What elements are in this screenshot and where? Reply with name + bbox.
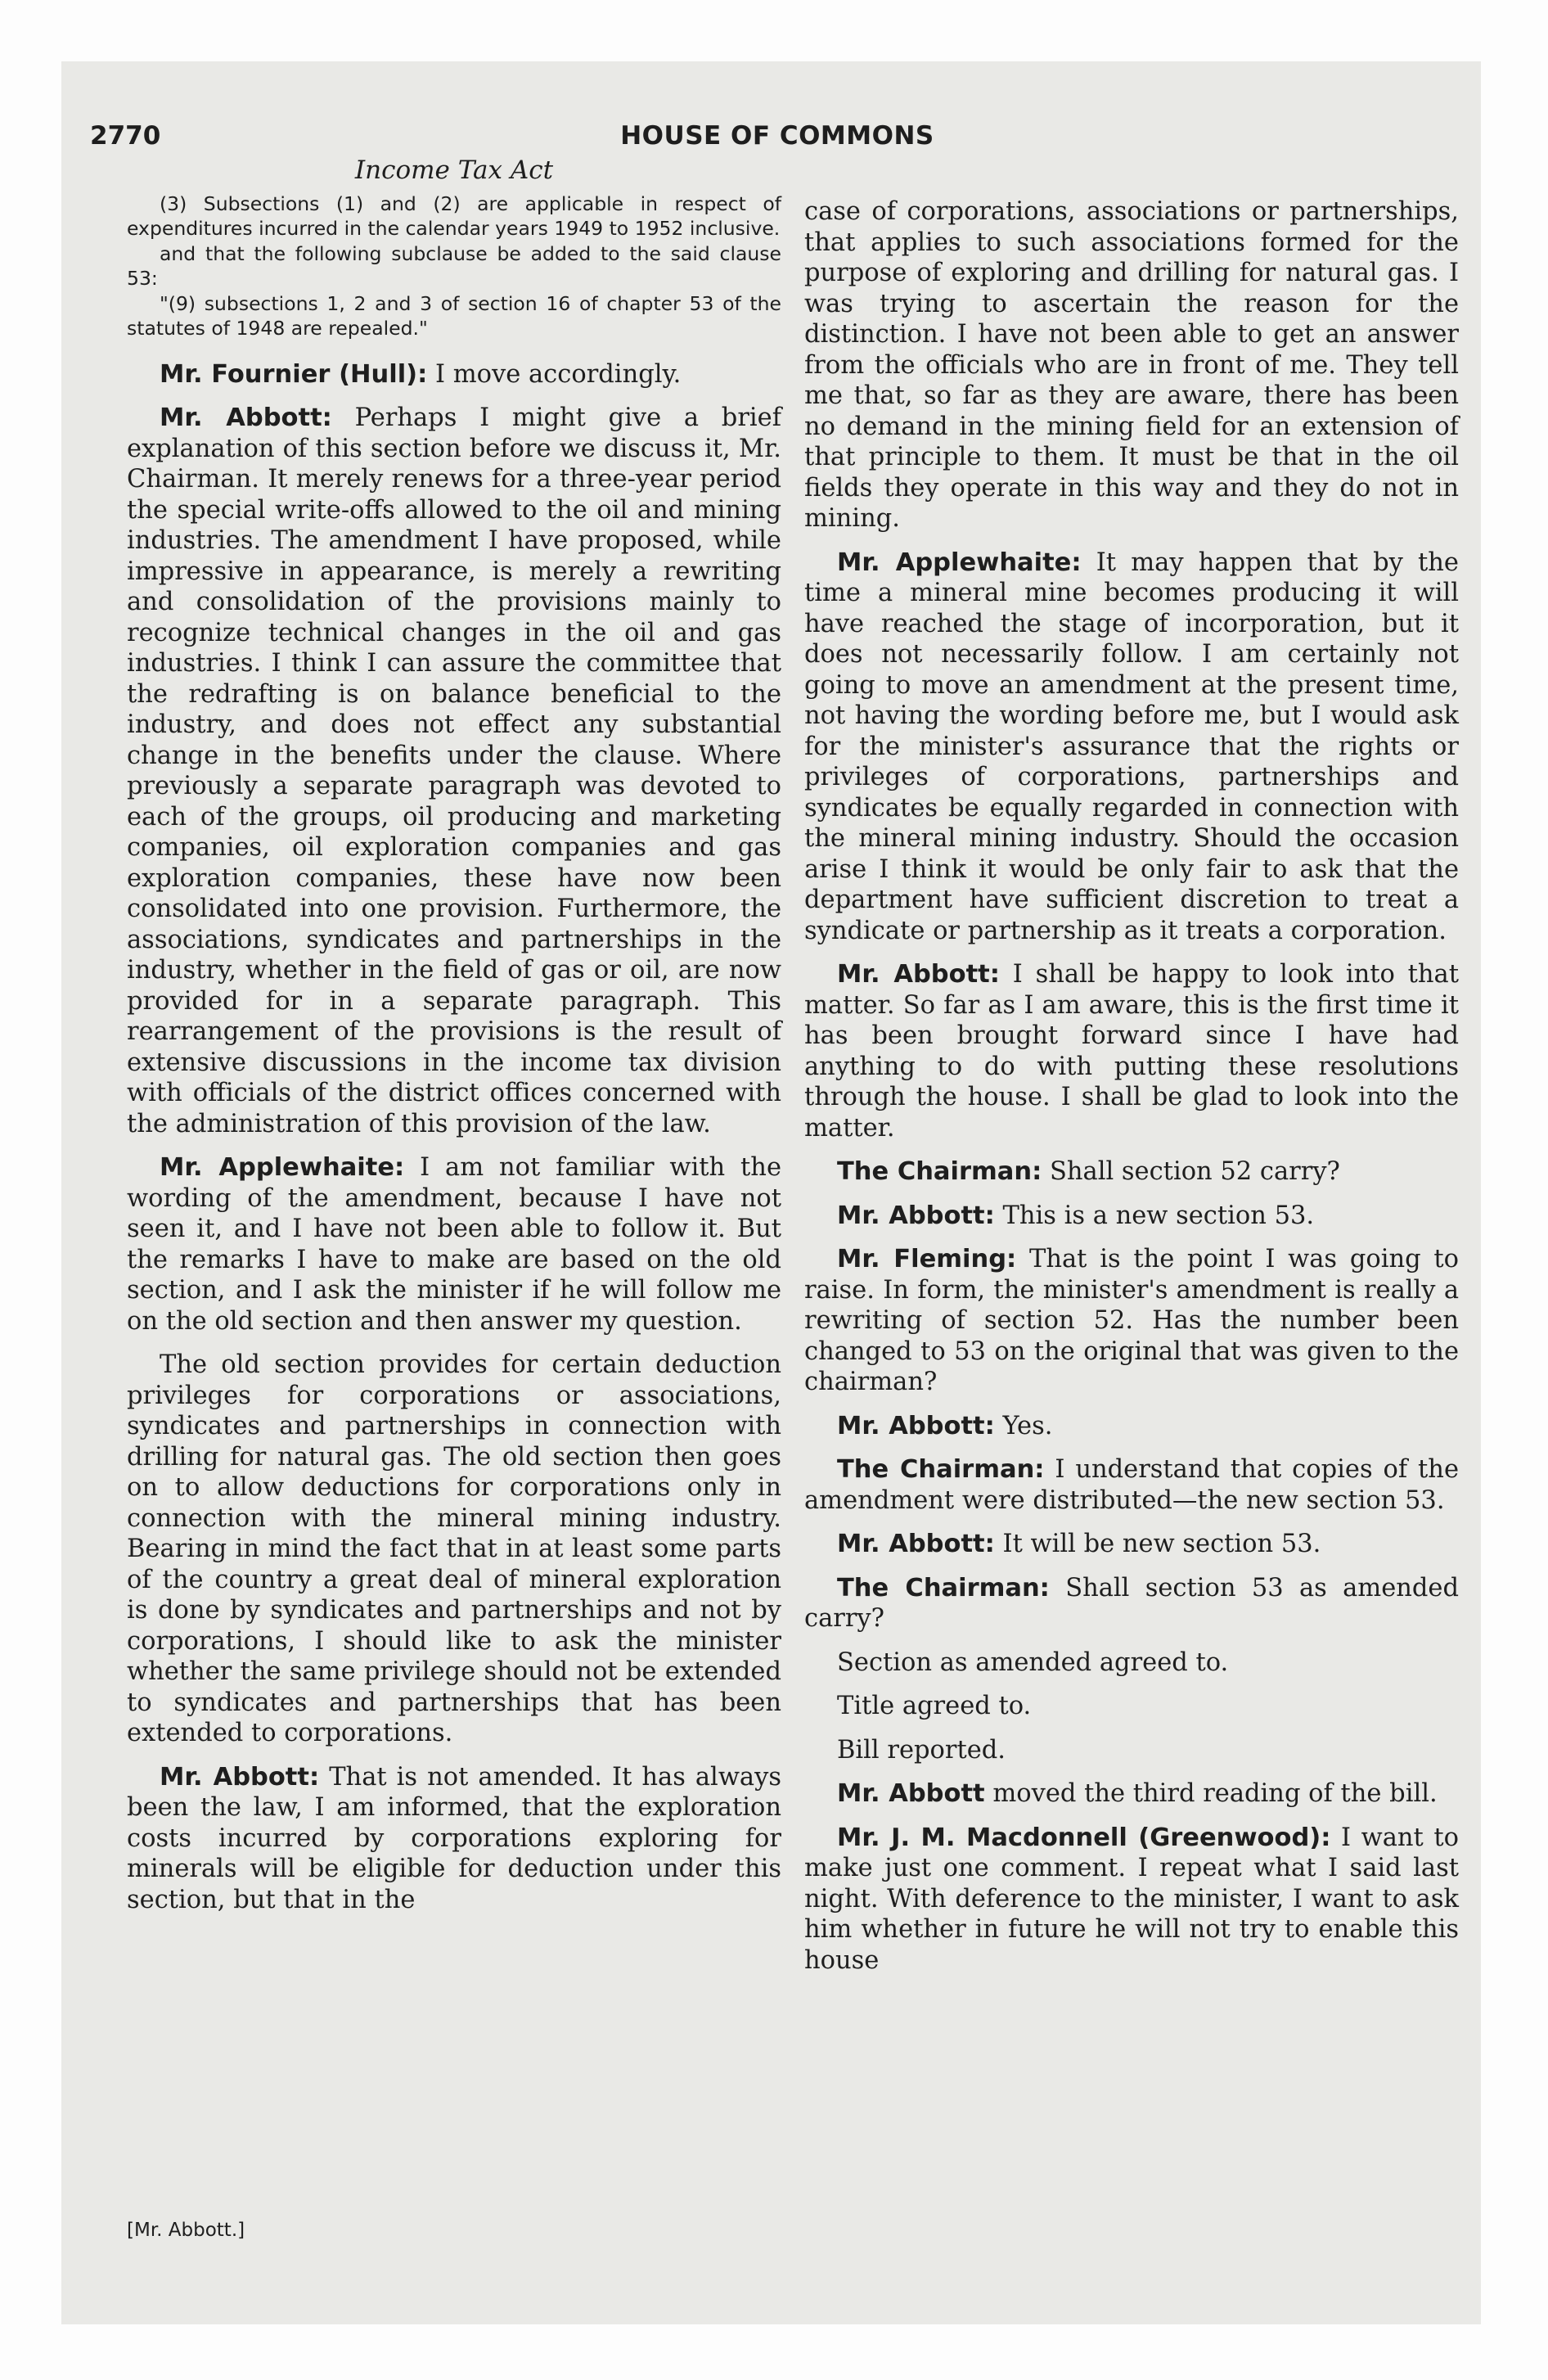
paragraph: [804, 1201, 1459, 1232]
speaker-name: Mr. Abbott:: [160, 403, 332, 432]
page-title: HOUSE OF COMMONS: [620, 121, 934, 151]
paragraph: [804, 548, 1459, 947]
right-column: [804, 196, 1459, 1989]
paragraph: [804, 196, 1459, 534]
speech-text: I understand that copies of the amendment were distributed—the new section 53.: [804, 1455, 1459, 1515]
paragraph: [127, 403, 781, 1139]
paragraph: [127, 1152, 781, 1336]
speaker-name: Mr. J. M. Macdonnell (Greenwood):: [837, 1823, 1331, 1852]
paragraph: [804, 1244, 1459, 1398]
clause-text: (3) Subsections (1) and (2) are applicable in respect of expenditures incurred in the calendar years 1949 to 1952 inclusive.: [127, 192, 781, 240]
speaker-name: Mr. Applewhaite:: [160, 1153, 405, 1182]
speech-text: The old section provides for certain deduction privileges for corporations or associations, syndicates and partnerships in connection with drilling for natural gas. The old section then goes on to allow deductions for corporations only in connection with the mineral mining industry. Bearing in mind the fact that in at least some parts of the country a great deal of mineral exploration is done by syndicates and partnerships and not by corporations, I should like to ask the minister whether the same privilege should not be extended to syndicates and partnerships that has been extended to corporations.: [127, 1350, 781, 1747]
speech-text: case of corporations, associations or partnerships, that applies to such associations formed for the purpose of exploring and drilling for natural gas. I was trying to ascertain the reason for the distinction. I have not been able to get an answer from the officials who are in front of me. They tell me that, so far as they are aware, there has been no demand in the mining field for an extension of that principle to them. It must be that in the oil fields they operate in this way and they do not in mining.: [804, 197, 1459, 533]
paragraph: [804, 1454, 1459, 1516]
speech-text: It will be new section 53.: [994, 1530, 1321, 1558]
speaker-name: Mr. Abbott:: [837, 1411, 995, 1440]
paragraph: [804, 1823, 1459, 1977]
clause-text: and that the following subclause be added to the said clause 53:: [127, 241, 781, 290]
paragraph: [804, 1156, 1459, 1188]
paragraph: [804, 959, 1459, 1143]
speech-text: Perhaps I might give a brief explanation of this section before we discuss it, Mr. Chairman. It merely renews for a three-year period the special write-offs allowed to the oil and mining industries. The amendment I have proposed, while impressive in appearance, is merely a rewriting and consolidation of the provisions mainly to recognize technical changes in the oil and gas industries. I think I can assure the committee that the redrafting is on balance beneficial to the industry, and does not effect any substantial change in the benefits under the clause. Where previously a separate paragraph was devoted to each of the groups, oil producing and marketing companies, oil exploration companies and gas exploration companies, these have now been consolidated into one provision. Furthermore, the associations, syndicates and partnerships in the industry, whether in the field of gas or oil, are now provided for in a separate paragraph. This rearrangement of the provisions is the result of extensive discussions in the income tax division with officials of the district offices concerned with the administration of this provision of the law.: [127, 403, 781, 1138]
speaker-name: Mr. Abbott:: [160, 1762, 320, 1792]
speaker-name: Mr. Abbott:: [837, 960, 1000, 989]
speech-text: It may happen that by the time a mineral mine becomes producing it will have reached the stage of incorporation, but it does not necessarily follow. I am certainly not going to move an amendment at the present time, not having the wording before me, but I would ask for the minister's assurance that the rights or privileges of corporations, partnerships and syndicates be equally regarded in connection with the mineral mining industry. Should the occasion arise I think it would be only fair to ask that the department have sufficient discretion to treat a syndicate or partnership as it treats a corporation.: [804, 548, 1459, 945]
speaker-name: Mr. Applewhaite:: [837, 548, 1082, 577]
speech-text: I am not familiar with the wording of the amendment, because I have not seen it, and I have not been able to follow it. But the remarks I have to make are based on the old section, and I ask the minister if he will follow me on the old section and then answer my question.: [127, 1153, 781, 1336]
paragraph: [804, 1691, 1459, 1722]
speech-text: Yes.: [994, 1411, 1053, 1440]
paragraph: [804, 1529, 1459, 1560]
page-number: 2770: [90, 121, 161, 151]
paragraph: [804, 1648, 1459, 1679]
speaker-name: Mr. Fleming:: [837, 1245, 1017, 1273]
speaker-name: Mr. Abbott:: [837, 1530, 995, 1558]
paragraph: [127, 1762, 781, 1916]
paragraph: [804, 1411, 1459, 1442]
speech-text: I want to make just one comment. I repeat what I said last night. With deference to the minister, I want to ask him whether in future he will not try to enable this house: [804, 1823, 1459, 1975]
speaker-name: Mr. Fournier (Hull):: [160, 359, 428, 389]
speaker-name: Mr. Abbott: [837, 1779, 985, 1808]
speech-text: Shall section 52 carry?: [1042, 1157, 1340, 1186]
section-subhead: Income Tax Act: [354, 156, 554, 185]
speech-text: moved the third reading of the bill.: [984, 1779, 1438, 1808]
paragraph: [804, 1573, 1459, 1634]
speech-text: This is a new section 53.: [994, 1201, 1315, 1230]
speaker-name: The Chairman:: [837, 1573, 1050, 1602]
speaker-name: Mr. Abbott:: [837, 1201, 995, 1230]
speech-text: I move accordingly.: [427, 359, 682, 389]
speech-text: That is the point I was going to raise. In form, the minister's amendment is really a rewriting of section 52. Has the number been changed to 53 on the original that was given to the chairman?: [804, 1245, 1460, 1396]
speaker-name: The Chairman:: [837, 1455, 1045, 1484]
speech-text: Bill reported.: [837, 1735, 1006, 1765]
paragraph: [127, 359, 781, 390]
speech-text: I shall be happy to look into that matter. So far as I am aware, this is the first time it has been brought forward since I have had anything to do with putting these resolutions through the house. I shall be glad to look into the matter.: [804, 960, 1459, 1143]
speaker-name: The Chairman:: [837, 1157, 1042, 1186]
paragraph: [804, 1778, 1459, 1810]
speech-text: Section as amended agreed to.: [837, 1648, 1229, 1677]
speech-text: Title agreed to.: [837, 1692, 1032, 1720]
speech-text: Shall section 53 as amended carry?: [804, 1573, 1459, 1633]
paragraph: [127, 1350, 781, 1749]
speech-text: That is not amended. It has always been the law, I am informed, that the exploration costs incurred by corporations exploring for minerals will be eligible for deduction under this section, but that in the: [127, 1762, 781, 1914]
clause-text: "(9) subsections 1, 2 and 3 of section 16 of chapter 53 of the statutes of 1948 are repealed.": [127, 291, 781, 340]
page-footer: [Mr. Abbott.]: [127, 2220, 245, 2241]
left-column: [127, 156, 781, 1928]
paragraph: [804, 1735, 1459, 1766]
